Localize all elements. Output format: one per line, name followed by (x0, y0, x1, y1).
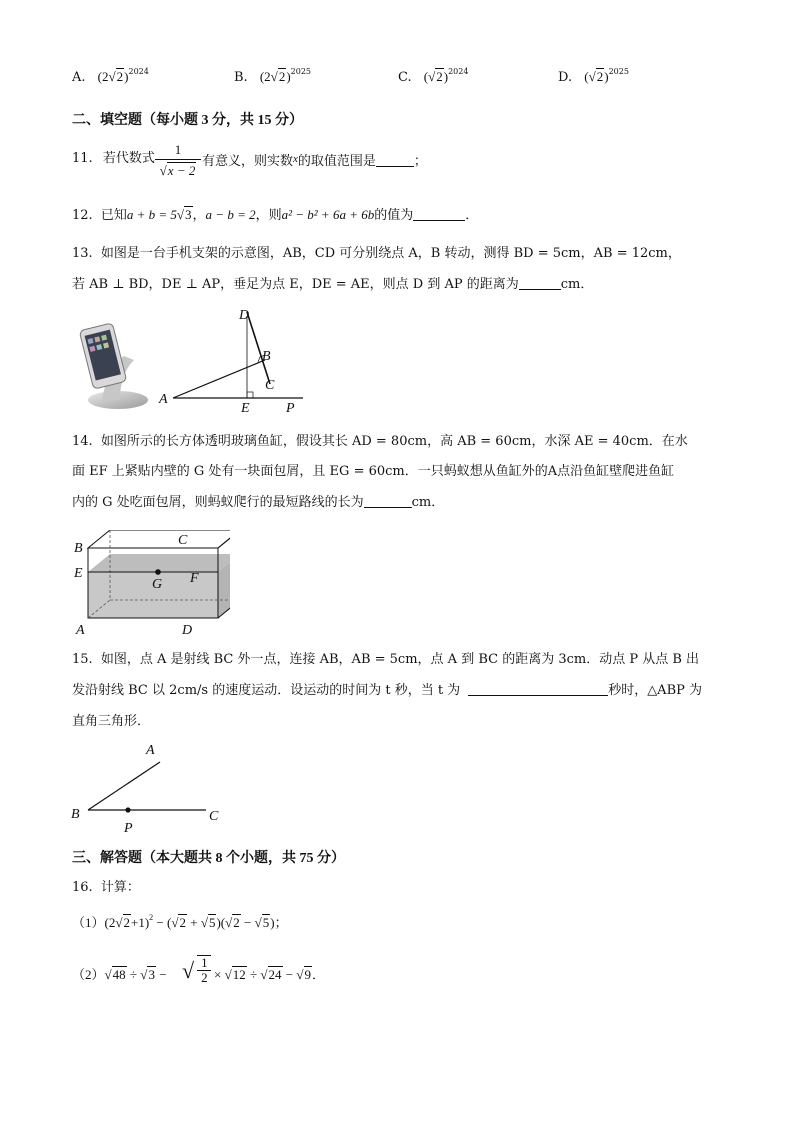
q14-text: cm． (411, 495, 445, 510)
exponent: 2 (149, 913, 154, 922)
fraction-denominator: √x − 2 (159, 163, 196, 178)
water-surface (88, 554, 230, 572)
choice-base: (2 (259, 69, 271, 84)
segment-ab (88, 762, 160, 810)
point-g (155, 569, 161, 575)
q16-part-2: （2）√48 ÷ √3 − (72, 967, 167, 982)
phone-stand-photo (72, 316, 152, 414)
question-15-line2 (72, 682, 702, 700)
choice-exponent: 2024 (448, 67, 469, 76)
choice-close: ) (604, 69, 609, 84)
choice-exponent: 2025 (608, 67, 629, 76)
choice-close: ) (286, 69, 291, 84)
choice-c: C. $(√2)^{2024}$ (398, 67, 469, 85)
choice-exponent: 2025 (290, 67, 312, 76)
question-number: 12. (72, 208, 93, 223)
choice-exponent: 2024 (128, 67, 149, 76)
question-15 (72, 651, 699, 669)
q11-text: 的取值范围是 (297, 154, 376, 169)
q12-expression: a² − b² + 6a + 6b (281, 207, 375, 222)
q15-text: 发沿射线 BC 以 2cm/s 的速度运动．设运动的时间为 t 秒，当 t 为 (72, 683, 461, 698)
part-label: （1） (72, 915, 105, 930)
question-number: 14. (72, 434, 93, 449)
choice-base: ( (584, 69, 589, 84)
q12-text: 的值为 (374, 208, 414, 223)
choice-radicand: 2 (596, 69, 604, 84)
answer-blank[interactable] (364, 494, 412, 508)
q11-fraction (155, 143, 201, 178)
radicand: 2 (233, 915, 240, 930)
q14-fish-tank-figure (70, 530, 230, 640)
q11-text: 若代数式 (102, 151, 155, 166)
q12-equation: a + b = 5 (126, 207, 177, 222)
question-14 (72, 433, 688, 451)
q12-text: ． (465, 208, 479, 223)
label-g: G (152, 577, 163, 592)
expr-part: − (240, 915, 255, 930)
choice-base: ( (423, 69, 429, 84)
expr-part: )( (216, 915, 226, 930)
choice-label: A. (72, 70, 86, 85)
question-number: 13. (72, 246, 93, 261)
choice-a: A. $(2√2)^{2024}$ (72, 67, 149, 85)
radicand: 12 (232, 967, 246, 982)
q12-text: ，则 (255, 208, 282, 223)
tank-top (88, 530, 230, 548)
expr-part: ÷ (126, 967, 141, 982)
label-a: A (76, 623, 85, 638)
radicand: 48 (112, 967, 126, 982)
expr-part: +1) (131, 915, 150, 930)
label-a: A (146, 743, 155, 758)
question-11 (72, 150, 155, 168)
label-f: F (190, 571, 199, 586)
choice-label: C. (398, 70, 412, 85)
segment-cd (247, 312, 270, 384)
radicand: 3 (148, 967, 155, 982)
expr-part: ． (312, 967, 326, 982)
label-p: P (124, 821, 133, 836)
label-d: D (239, 308, 250, 323)
answer-blank[interactable] (468, 682, 608, 696)
part-label: （2） (72, 967, 105, 982)
label-c: C (265, 378, 275, 393)
label-e: E (241, 401, 250, 416)
q15-text: 直角三角形． (72, 714, 151, 729)
q12-radicand: 3 (185, 207, 192, 222)
q16-part-2-tail: × √12 ÷ √24 − √9． (214, 967, 326, 982)
question-16 (72, 879, 140, 897)
choice-close: ) (124, 69, 129, 84)
right-angle-e (247, 392, 253, 398)
q16-text: 计算： (100, 880, 140, 895)
choice-label: D. (558, 70, 573, 85)
answer-blank[interactable] (519, 276, 561, 290)
label-b: B (262, 349, 271, 364)
label-b: B (74, 541, 83, 556)
q14-text: 面 EF 上紧贴内壁的 G 处有一块面包屑，且 EG = 60cm．一只蚂蚁想从鱼缸外的A点沿鱼缸壁爬进鱼缸 (72, 464, 675, 479)
q15-figure (68, 738, 238, 838)
q11-text: ； (413, 154, 427, 169)
q11-text: 有意义，则实数 (202, 154, 294, 169)
q13-text: 如图是一台手机支架的示意图，AB，CD 可分别绕点 A，B 转动，测得 BD = 5cm，AB = 12cm， (100, 246, 681, 261)
radicand: 2 (123, 915, 130, 930)
radicand: 9 (304, 967, 311, 982)
choice-base: (2 (97, 69, 109, 84)
fraction-numerator: 1 (174, 142, 182, 157)
question-14-line2 (72, 463, 674, 481)
q11-variable: x (293, 153, 298, 165)
question-number: 15. (72, 652, 93, 667)
question-12: 12. 已知a + b = 5√3，a − b = 2，则a² − b² + 6a + 6b的值为 ． (72, 207, 479, 223)
q14-text: 如图所示的长方体透明玻璃鱼缸，假设其长 AD = 80cm，高 AB = 60cm，水深 AE = 40cm．在水 (100, 434, 688, 449)
section-heading-fill-in: 二、填空题（每小题 3 分，共 15 分） (72, 113, 303, 128)
question-14-line3 (72, 494, 444, 512)
radicand: 5 (262, 915, 270, 930)
question-15-line3 (72, 713, 150, 731)
fraction-denominator: 2 (197, 970, 211, 985)
choice-label: B. (234, 70, 248, 85)
q13-text: cm． (560, 277, 594, 292)
expr-part: + (186, 915, 201, 930)
fraction-numerator: 1 (201, 955, 208, 970)
choice-radicand: 2 (116, 69, 124, 84)
question-number: 11. (72, 151, 93, 166)
expr-part: × (214, 967, 225, 982)
question-13 (72, 245, 681, 263)
q12-equation: a − b = 2 (205, 207, 256, 222)
q13-figure (155, 304, 305, 416)
expr-part: − (155, 967, 167, 982)
label-d: D (182, 623, 193, 638)
label-e: E (74, 566, 83, 581)
q14-text: 内的 G 处吃面包屑，则蚂蚁爬行的最短路线的长为 (72, 495, 364, 510)
question-13-line2 (72, 276, 593, 294)
denominator-radicand: x − 2 (167, 163, 196, 178)
answer-blank[interactable] (376, 153, 414, 167)
q15-text: 秒时，△ABP 为 (608, 683, 703, 698)
label-a: A (159, 392, 168, 407)
label-b: B (71, 807, 80, 822)
q13-text: 若 AB ⊥ BD，DE ⊥ AP，垂足为点 E，DE = AE，则点 D 到 AP 的距离为 (72, 277, 519, 292)
radicand: 24 (268, 967, 282, 982)
expr-part: − (282, 967, 297, 982)
choice-radicand: 2 (436, 69, 443, 84)
radicand: 2 (179, 915, 186, 930)
expr-part: ÷ (246, 967, 261, 982)
label-c: C (209, 809, 219, 824)
answer-blank[interactable] (413, 207, 465, 221)
choice-radicand: 2 (278, 69, 286, 84)
choice-d: D. $(√2)^{2025}$ (558, 67, 629, 85)
q12-text: 已知 (100, 208, 127, 223)
q12-text: ， (192, 208, 206, 223)
section-heading-solutions: 三、解答题（本大题共 8 个小题，共 75 分） (72, 851, 345, 866)
choice-b: B. $(2√2)^{2025}$ (234, 67, 312, 85)
label-p: P (286, 401, 295, 416)
q16-part-1: $(1)(2√2+1)^2 - (√2 + √5)(√2 - √5)$； (72, 913, 288, 930)
label-c: C (178, 533, 188, 548)
expr-part: )； (270, 915, 288, 930)
expr-part: − ( (153, 915, 172, 930)
q16-p2-fraction-root: √ $\frac{1}{2}$ (182, 955, 211, 985)
expr-part: (2 (104, 915, 116, 930)
q11-tail (202, 150, 427, 171)
choice-close: ) (443, 69, 449, 84)
radicand: 5 (208, 915, 216, 930)
question-number: 16. (72, 880, 93, 895)
point-p (125, 807, 130, 812)
q15-text: 如图，点 A 是射线 BC 外一点，连接 AB，AB = 5cm，点 A 到 BC 的距离为 3cm．动点 P 从点 B 出 (100, 652, 700, 667)
